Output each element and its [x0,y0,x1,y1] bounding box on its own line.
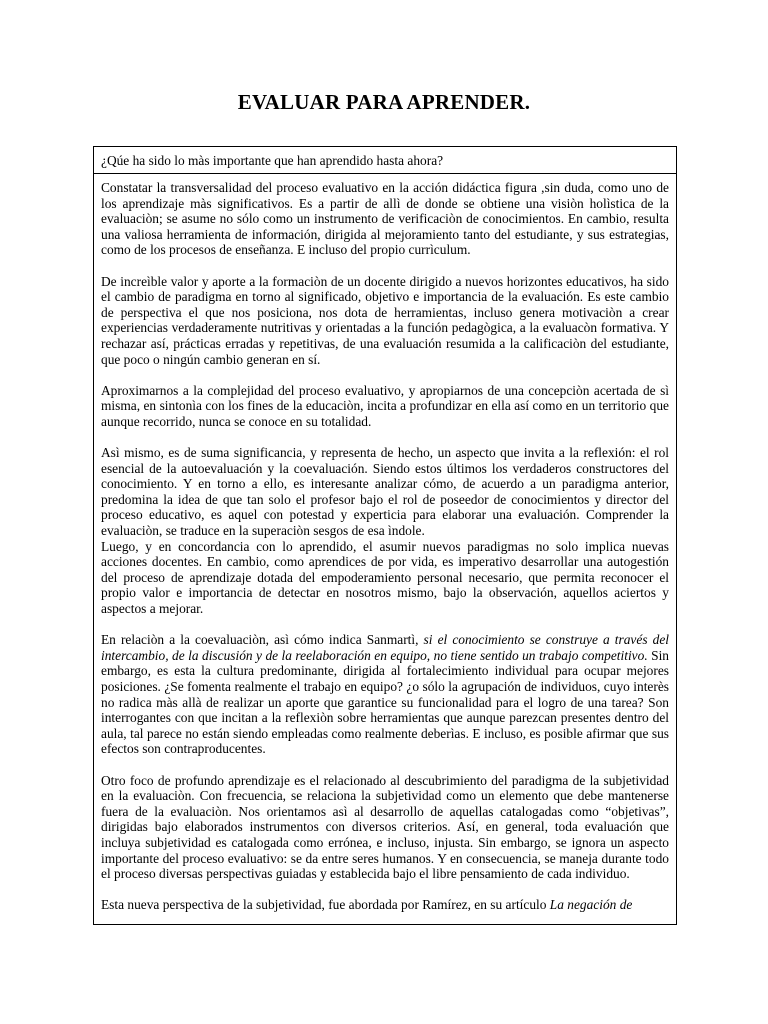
paragraph-3: Aproximarnos a la complejidad del proceso evaluativo, y apropiarnos de una concepciòn acertada de sì misma, en sintonìa con los fines de la educaciòn, incita a profundizar en ella así como en un territorio que aunque recorrido, nunca se conoce en su totalidad. [101,382,669,429]
paragraph-6-text-end: Sin embargo, es esta la cultura predominante, dirigida al fortalecimiento individual para ocupar mejores posiciones. ¿Se fomenta realmente el trabajo en equipo? ¿o sólo la agrupación de individuos, cuyo interès no radica màs allà de realizar un aporte que garantice su funcionalidad para el logro de una tarea? Son interrogantes con que incitan a la reflexiòn sobre herramientas que aunque parezcan presentes dentro del aula, tal parece no están siendo empleadas como realmente deberìas. E incluso, es posible afirmar que sus efectos son contraproducentes. [101,647,669,757]
sanmarti-quote: si el conocimiento se construye a través del intercambio, de la discusión y de la reelaboración en equipo, no tiene sentido un trabajo competitivo. [101,632,669,663]
question-row: ¿Qúe ha sido lo màs importante que han aprendido hasta ahora? [94,147,676,174]
paragraph-6-text-start: En relaciòn a la coevaluaciòn, asì cómo indica Sanmartì, [101,632,424,648]
paragraph-2: De increìble valor y aporte a la formaciòn de un docente dirigido a nuevos horizontes educativos, ha sido el cambio de paradigma en torno al significado, objetivo e importancia de la evaluación. Es este cambio de perspectiva el que nos posiciona, nos dota de herramientas, incluso genera motivaciòn a crear experiencias verdaderamente nutritivas y orientadas a la función pedagògica, a la evaluacòn formativa. Y rechazar así, prácticas erradas y repetitivas, de una evaluación resumida a la calificaciòn del estudiante, que poco o ningún cambio generan en sí. [101,273,669,367]
paragraph-8-text: Esta nueva perspectiva de la subjetividad, fue abordada por Ramírez, en su artículo [101,897,550,913]
answer-box [93,146,677,925]
document-title: EVALUAR PARA APRENDER. [237,90,531,114]
article-title: La negación de [549,897,633,913]
paragraph-7: Otro foco de profundo aprendizaje es el relacionado al descubrimiento del paradigma de la subjetividad en la evaluaciòn. Con frecuencia, se relaciona la subjetividad como un elemento que debe mantenerse fuera de la evaluaciòn. Nos orientamos asì al desarrollo de aquellas catalogadas como “objetivas”, dirigidas bajo elaborados instrumentos con diversos criterios. Así, en general, toda evaluación que incluya subjetividad es catalogada como errónea, e incluso, injusta. Sin embargo, se ignora un aspecto importante del proceso evaluativo: se da entre seres humanos. Y en consecuencia, se maneja durante todo el proceso diversas perspectivas guiadas y establecida bajo el libre pensamiento de cada individuo. [101,772,669,882]
paragraph-1: Constatar la transversalidad del proceso evaluativo en la acción didáctica figura ,sin duda, como uno de los aprendizaje màs significativos. Es a partir de allì de donde se obtiene una visiòn holìstica de la evaluaciòn; se asume no sólo como un instrumento de verificaciòn de conocimientos. En cambio, resulta una valiosa herramienta de información, dirigida al mejoramiento tanto del estudiante, y sus estrategias, como de los procesos de enseñanza. E incluso del propio currìculum. [101,180,669,258]
paragraph-8 [101,897,669,913]
answer-content [94,174,676,913]
paragraph-5: Luego, y en concordancia con lo aprendido, el asumir nuevos paradigmas no solo implica nuevas acciones docentes. En cambio, como aprendices de por vida, es imperativo desarrollar una autogestión del proceso de aprendizaje dotada del empoderamiento personal necesario, que permita reconocer el propio valor e importancia de detectar en nosotros mismo, bajo la observación, aquellos aciertos y aspectos a mejorar. [101,538,669,617]
paragraph-6 [101,632,669,757]
paragraph-4: Asì mismo, es de suma significancia, y representa de hecho, un aspecto que invita a la reflexión: el rol esencial de la autoevaluación y la coevaluación. Siendo estos últimos los verdaderos constructores del conocimiento. Y en torno a ello, es interesante analizar cómo, de acuerdo a un paradigma anterior, predomina la idea de que tan solo el profesor bajo el rol de poseedor de conocimientos y director del proceso educativo, es aquel con potestad y experticia para elaborar una evaluación. Comprender la evaluaciòn, se traduce en la superaciòn sesgos de esa ìndole. [101,445,669,539]
